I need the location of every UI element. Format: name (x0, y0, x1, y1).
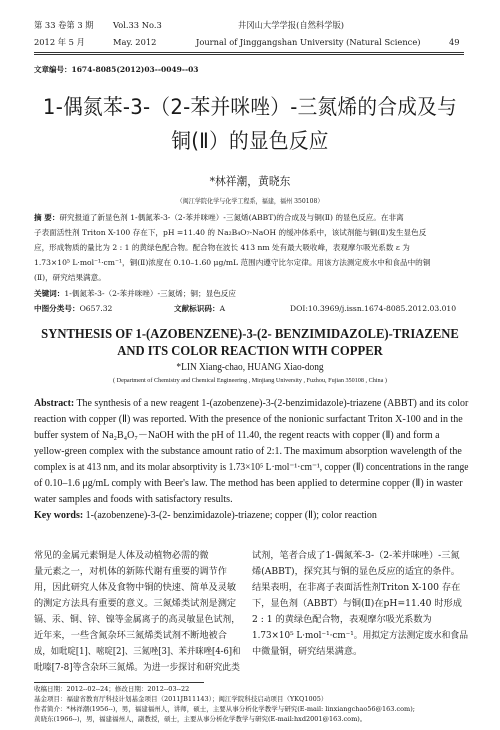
keywords-cn-text: 1-偶氮苯-3-（2-苯并咪唑）-三氮烯；铜；显色反应 (64, 289, 236, 298)
body-right-line-7: 中微量铜，研究结果满意。 (252, 646, 363, 657)
body-right-line-2: 烯(ABBT)，探究其与铜的显色反应的适宜的条件。 (252, 566, 460, 577)
abstract-cn-line-2: 子表面活性剂 Triton X-100 存在下，pH =11.40 的 Na₂B₄O₇-NaOH 的缓冲体系中，该试剂能与铜(Ⅱ)发生显色反 (34, 228, 427, 237)
date-cn: 2012 年 5 月 (34, 37, 85, 47)
abstract-en-line-3: buffer system of Na₂B₄O₇－NaOH with the pH of 11.40, the regent reacts with copper (Ⅱ) and form a (34, 430, 440, 441)
keywords-en (34, 509, 377, 522)
abstract-cn-text: 研究报道了新显色剂 1-偶氮苯-3-（2-苯并咪唑）-三氮烯(ABBT)的合成及与铜(Ⅱ) 的显色反应。在非离 (59, 213, 404, 222)
title-cn-line2: 铜(Ⅱ）的显色反应 (171, 129, 329, 153)
body-right-line-4: 下，显色剂（ABBT）与铜(Ⅱ)在pH=11.40 时形成 (252, 598, 462, 609)
header-rule-2 (34, 54, 464, 55)
abstract-cn-line-4: 1.73×10⁵ L·mol⁻¹·cm⁻¹，铜(Ⅱ)浓度在 0.10–1.60 μg/mL 范围内遵守比尔定律。用该方法测定废水中和食品中的铜 (34, 258, 431, 267)
body-left-line-1: 常见的金属元素铜是人体及动植物必需的微 (34, 550, 209, 561)
date-en: May. 2012 (113, 37, 157, 47)
clc-number (34, 303, 112, 314)
abstract-en-line-7: water samples and foods with satisfactory results. (34, 494, 233, 505)
volume-en: Vol.33 No.3 (113, 20, 162, 30)
abstract-cn-label: 摘 要： (34, 213, 60, 222)
article-number: 文章编号：1674-8085(2012)03--0049--03 (34, 65, 199, 74)
abstract-en-text: The synthesis of a new reagent 1-(azobenzene)-3-(2-benzimidazole)-triazene (ABBT) and its color (74, 398, 469, 409)
body-right-line-3: 结果表明，在非离子表面活性剂Triton X-100 存在 (252, 582, 461, 593)
title-en-line1: SYNTHESIS OF 1-(AZOBENZENE)-3-(2- BENZIMIDAZOLE)-TRIAZENE (41, 326, 459, 341)
abstract-cn-line-1 (34, 212, 404, 223)
body-left-line-5: 镉、汞、铜、锌、镍等金属离子的高灵敏显色试剂， (34, 614, 241, 625)
body-left-line-6: 近年来，一些含氮杂环三氮烯类试剂不断地被合 (34, 630, 227, 641)
abstract-en-line-4: yellow-green complex with the substance amount ratio of 2:1. The maximum absorption wavelength of the (34, 446, 462, 457)
affiliation-cn: （闽江学院化学与化学工程系，福建，福州 350108） (176, 197, 324, 205)
clc-label: 中图分类号： (34, 304, 80, 313)
body-right-line-1: 试剂，笔者合成了1-偶氮苯-3-（2-苯并咪唑）-三氮 (252, 550, 460, 561)
footnote-rule (34, 682, 204, 683)
footnote-author-2: 黄晓东(1966--)，男，福建福州人，副教授，硕士，主要从事分析化学教学与研究(E-mail:hxd2001@163.com)。 (34, 715, 367, 723)
body-left-line-4: 的测定方法具有重要的意义。三氮烯类试剂是测定 (34, 598, 237, 609)
abstract-en-line-2: reaction with copper (Ⅱ) was reported. With the presence of the nonionic surfactant Triton X-100 and in the (34, 414, 463, 425)
page-number: 49 (449, 37, 460, 47)
journal-name-en: Journal of Jinggangshan University (Natural Science) (196, 37, 421, 47)
affiliation-en: ( Department of Chemistry and Chemical Engineering , Minjiang University , Fuzhou, Fujian 350108 , China ) (113, 377, 387, 384)
journal-name-cn: 井冈山大学学报(自然科学版) (238, 20, 345, 30)
header-rule (34, 52, 464, 53)
abstract-cn-line-3: 应，形成物质的量比为 2 : 1 的黄绿色配合物。配合物在波长 413 nm 处有最大吸收峰，表观摩尔吸光系数 ε 为 (34, 243, 410, 252)
footnote-funding: 基金项目：福建省教育厅科技计划基金项目（2011JB11143）；闽江学院科技启动项目（YKQ1005） (34, 695, 328, 703)
keywords-cn (34, 288, 236, 299)
body-left-line-2: 量元素之一，对机体的新陈代谢有重要的调节作 (34, 566, 227, 577)
keywords-en-label: Key words: (34, 510, 84, 521)
body-right-line-6: 1.73×10⁵ L·mol⁻¹·cm⁻¹。用拟定方法测定废水和食品 (252, 630, 468, 641)
abstract-en-line-5: complex is at 413 nm, and its molar absorptivity is 1.73×10⁵ L·mol⁻¹·cm⁻¹, copper (Ⅱ) concentrations in the range (34, 462, 469, 473)
footnote-received: 收稿日期：2012--02--24；修改日期：2012--03--22 (34, 685, 190, 693)
body-left-line-3: 用，因此研究人体及食物中铜的快速、简单及灵敏 (34, 582, 237, 593)
doi: DOI:10.3969/j.issn.1674-8085.2012.03.010 (290, 304, 457, 313)
abstract-en-line-6: of 0.10–1.6 μg/mL comply with Beer's law. The method has been applied to determine copper (Ⅱ) in waster (34, 478, 463, 489)
abstract-cn-line-5: (Ⅱ)，研究结果满意。 (34, 273, 106, 282)
footnote-author-1: 作者简介：*林祥潮(1956--)，男，福建福州人，讲师，硕士，主要从事分析化学教学与研究(E-mail: linxiangchao56@163.com); (34, 705, 415, 713)
authors-cn: *林祥潮，黄晓东 (209, 174, 291, 188)
body-left-line-7: 成，如吡啶[1]、嘧啶[2]、三氮唑[3]、苯并咪唑[4-6]和 (34, 646, 241, 657)
title-cn-line1: 1-偶氮苯-3-（2-苯并咪唑）-三氮烯的合成及与 (42, 95, 458, 119)
doc-value: A (219, 304, 226, 313)
volume-cn: 第 33 卷第 3 期 (34, 20, 94, 30)
doc-label: 文献标识码： (174, 304, 220, 313)
doc-code (174, 303, 225, 314)
abstract-en-label: Abstract: (34, 398, 75, 409)
body-left-line-8: 吡嗪[7-8]等含杂环三氮烯。为进一步探讨和研究此类 (34, 662, 240, 673)
body-right-line-5: 2 : 1 的黄绿色配合物，表观摩尔吸光系数为 (252, 614, 432, 625)
clc-value: O657.32 (79, 304, 113, 313)
keywords-en-text: 1-(azobenzene)-3-(2- benzimidazole)-triazene; copper (Ⅱ); color reaction (83, 510, 377, 521)
title-en-line2: AND ITS COLOR REACTION WITH COPPER (117, 343, 383, 358)
abstract-en-line-1 (34, 397, 468, 410)
authors-en: *LIN Xiang-chao, HUANG Xiao-dong (176, 362, 324, 373)
keywords-cn-label: 关键词： (34, 289, 65, 298)
